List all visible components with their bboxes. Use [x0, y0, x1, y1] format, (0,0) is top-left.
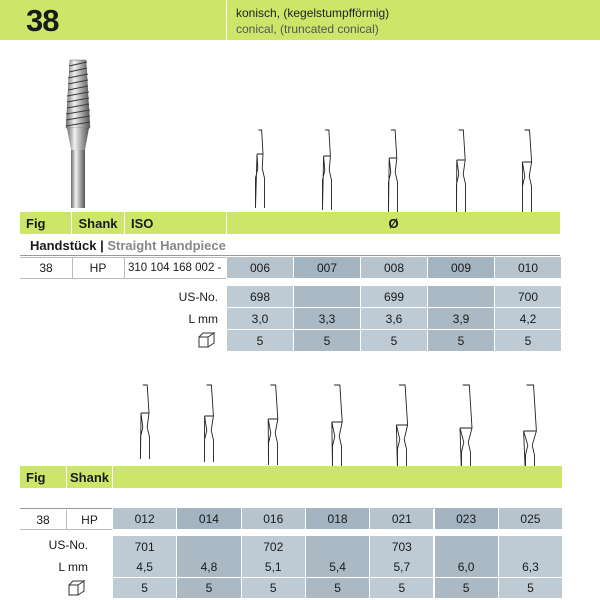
l-cell: 4,2	[494, 308, 561, 330]
bur-instrument-icon	[392, 385, 412, 473]
us-cell	[427, 286, 494, 308]
bur-photo	[48, 58, 108, 208]
pack-cell: 5	[293, 330, 360, 352]
bur-instrument-icon	[317, 130, 337, 212]
sizes-cell: 012	[112, 508, 176, 530]
sizes-cell: 007	[293, 257, 360, 279]
pack-cell: 5	[369, 578, 433, 599]
pack-cell: 5	[494, 330, 561, 352]
l-cell: 4,8	[176, 557, 240, 578]
bur-instrument-icon	[135, 385, 155, 461]
l-cell: 6,3	[498, 557, 562, 578]
bur-instrument-icon	[517, 130, 537, 218]
package-box-icon	[68, 580, 86, 596]
row-fig: 38	[39, 261, 53, 275]
sizes-cell: 021	[369, 508, 433, 530]
title-english: conical, (truncated conical)	[236, 22, 379, 36]
pack-cell: 5	[360, 330, 427, 352]
section-label	[30, 238, 226, 253]
col-shank-2: Shank	[69, 469, 109, 485]
l-cell: 3,0	[226, 308, 293, 330]
us-no-label-2: US-No.	[48, 538, 88, 552]
section-separator: |	[96, 238, 108, 253]
row2-shank: HP	[81, 513, 98, 527]
us-cell: 702	[241, 536, 305, 558]
bur-instrument-icon	[383, 130, 403, 214]
title-german: konisch, (kegelstumpfförmig)	[236, 6, 390, 20]
pack-cell: 5	[226, 330, 293, 352]
bur-instrument-icon	[250, 130, 270, 210]
bur-instrument-icon	[327, 385, 347, 470]
divider	[112, 466, 113, 488]
sizes-cell: 023	[434, 508, 498, 530]
sizes-cell: 009	[427, 257, 494, 279]
us-cell: 703	[369, 536, 433, 558]
pack-cell: 5	[241, 578, 305, 599]
us-cell	[498, 536, 562, 558]
row2-fig: 38	[36, 513, 50, 527]
table2-empty-row	[20, 489, 562, 509]
bur-instrument-icon	[199, 385, 219, 464]
header-divider	[226, 0, 227, 40]
section-english: Straight Handpiece	[107, 238, 226, 253]
pack-cell: 5	[112, 578, 176, 599]
col-diameter: Ø	[388, 215, 399, 231]
pack-cell: 5	[427, 330, 494, 352]
length-label-2: L mm	[58, 560, 88, 574]
l-cell: 3,3	[293, 308, 360, 330]
length-label: L mm	[188, 312, 218, 326]
section-line	[20, 255, 560, 256]
us-cell: 701	[112, 536, 176, 558]
row-shank: HP	[89, 261, 107, 275]
us-no-label: US-No.	[178, 290, 218, 304]
l-cell: 6,0	[434, 557, 498, 578]
bur-instrument-icon	[451, 130, 471, 216]
us-cell: 698	[226, 286, 293, 308]
us-cell	[176, 536, 240, 558]
us-cell	[434, 536, 498, 558]
col-iso: ISO	[131, 215, 154, 231]
bur-instrument-icon	[263, 385, 283, 467]
section-german: Handstück	[30, 238, 97, 253]
sizes-cell: 025	[498, 508, 562, 530]
bur-instrument-icon	[520, 385, 540, 479]
l-cell: 4,5	[112, 557, 176, 578]
us-cell: 699	[360, 286, 427, 308]
sizes-cell: 018	[305, 508, 369, 530]
pack-cell: 5	[498, 578, 562, 599]
divider	[124, 257, 125, 279]
sizes-cell: 008	[360, 257, 427, 279]
sizes-cell: 014	[176, 508, 240, 530]
sizes-cell: 006	[226, 257, 293, 279]
us-cell: 700	[494, 286, 561, 308]
bur-instrument-icon	[456, 385, 476, 476]
sizes-cell: 010	[494, 257, 561, 279]
l-cell: 3,9	[427, 308, 494, 330]
col-fig-2: Fig	[26, 469, 46, 485]
col-fig: Fig	[26, 215, 46, 231]
pack-cell: 5	[305, 578, 369, 599]
us-cell	[293, 286, 360, 308]
col-shank: Shank	[78, 215, 118, 231]
sizes-cell: 016	[241, 508, 305, 530]
package-box-icon	[198, 332, 216, 348]
row-iso: 310 104 168 002 -	[128, 262, 222, 274]
l-cell: 5,7	[369, 557, 433, 578]
l-cell: 5,4	[305, 557, 369, 578]
l-cell: 3,6	[360, 308, 427, 330]
pack-cell: 5	[434, 578, 498, 599]
us-cell	[305, 536, 369, 558]
pack-cell: 5	[176, 578, 240, 599]
figure-number: 38	[26, 3, 59, 38]
l-cell: 5,1	[241, 557, 305, 578]
